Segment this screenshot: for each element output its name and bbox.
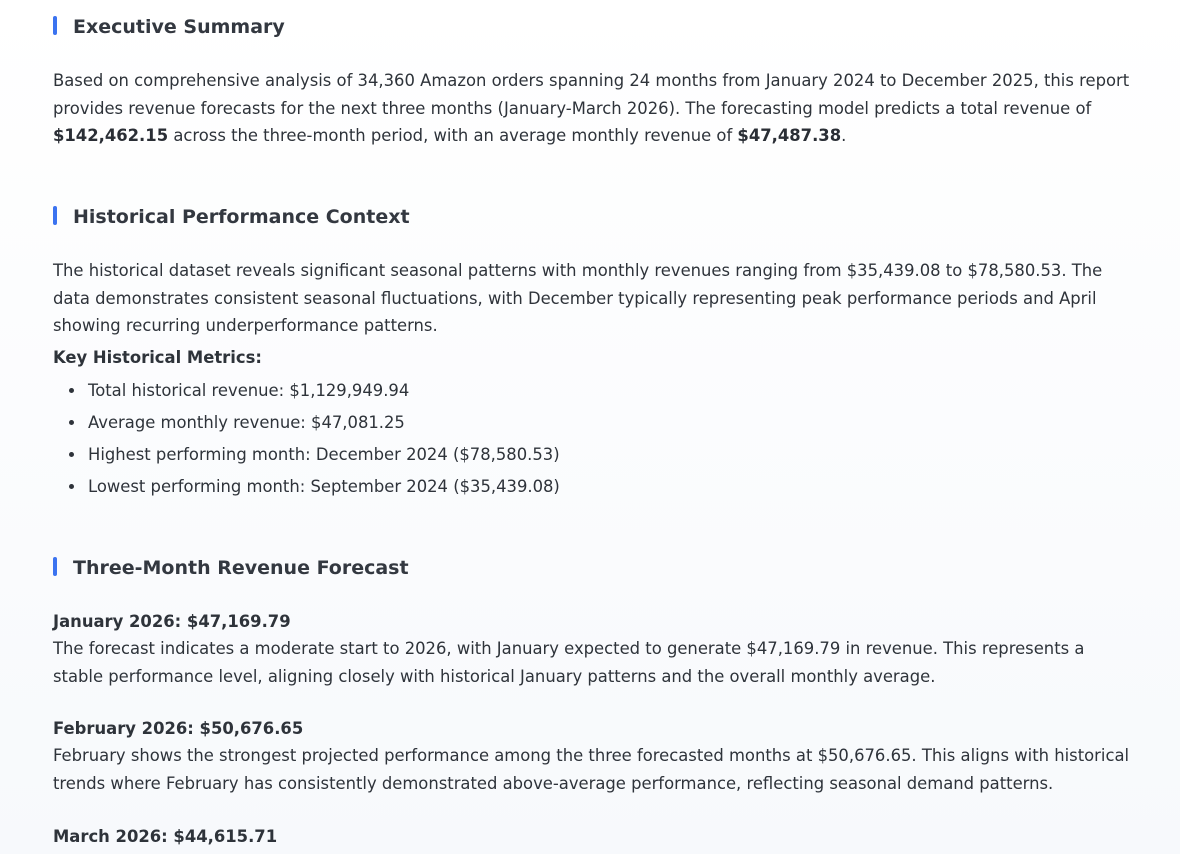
executive-summary-paragraph [53,67,1138,150]
heading-accent-bar [53,557,57,576]
key-metrics-label: Key Historical Metrics: [53,348,262,367]
executive-summary-heading [53,15,285,39]
executive-summary-text-3: . [841,126,847,145]
bullet-dot [69,388,74,393]
metric-highest-month: Highest performing month: December 2024 ($78,580.53) [88,445,560,464]
metric-average-revenue: Average monthly revenue: $47,081.25 [88,413,405,432]
february-forecast-heading: February 2026: $50,676.65 [53,719,304,738]
historical-context-title: Historical Performance Context [73,206,410,228]
executive-summary-text-1: Based on comprehensive analysis of 34,360 Amazon orders spanning 24 months from January 2024 to December 2025, this report provides revenue forecasts for the next three months (January-March 2026). The forecasting model predicts a total revenue of [53,71,1130,118]
list-item [53,408,560,440]
january-forecast-heading: January 2026: $47,169.79 [53,612,291,631]
list-item [53,376,560,408]
historical-context-paragraph: The historical dataset reveals significant seasonal patterns with monthly revenues ranging from $35,439.08 to $78,580.53. The data demonstrates consistent seasonal fluctuations, with December typically representing peak performance periods and April showing recurring underperformance patterns. [53,261,1103,335]
metric-lowest-month: Lowest performing month: September 2024 ($35,439.08) [88,477,560,496]
february-forecast-text: February shows the strongest projected performance among the three forecasted months at $50,676.65. This aligns with historical trends where February has consistently demonstrated above-average performance, reflecting seasonal demand patterns. [53,746,1130,793]
heading-accent-bar [53,16,57,35]
bullet-dot [69,420,74,425]
list-item [53,440,560,472]
january-forecast-text: The forecast indicates a moderate start to 2026, with January expected to generate $47,169.79 in revenue. This represents a stable performance level, aligning closely with historical January patterns and the overall monthly average. [53,639,1085,686]
executive-summary-title: Executive Summary [73,16,285,38]
heading-accent-bar [53,206,57,225]
list-item [53,472,560,504]
total-forecast-value: $142,462.15 [53,126,169,145]
average-forecast-value: $47,487.38 [737,126,842,145]
forecast-title: Three-Month Revenue Forecast [73,557,409,579]
forecast-heading [53,556,409,580]
key-metrics-list [53,376,560,504]
march-forecast-heading: March 2026: $44,615.71 [53,827,278,846]
bullet-dot [69,452,74,457]
metric-total-revenue: Total historical revenue: $1,129,949.94 [88,381,410,400]
historical-context-heading [53,205,410,229]
bullet-dot [69,484,74,489]
executive-summary-text-2: across the three-month period, with an average monthly revenue of [168,126,738,145]
